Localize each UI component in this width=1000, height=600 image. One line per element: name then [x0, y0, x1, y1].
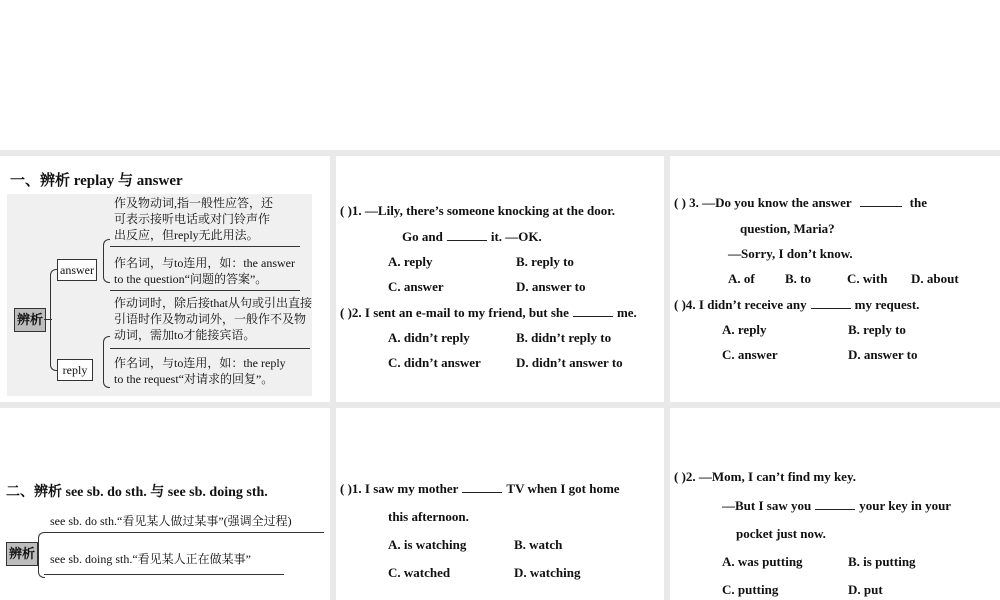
underline	[110, 348, 310, 349]
panel-see-question-1	[336, 408, 664, 600]
answer-blank[interactable]	[462, 480, 502, 493]
q2-option-a: A. didn’t reply	[388, 330, 470, 345]
bracket	[38, 532, 45, 578]
q2-text-end: your key in your	[859, 498, 952, 513]
q2-line1: ( )2. —Mom, I can’t find my key.	[674, 469, 856, 484]
q1-line1	[340, 480, 620, 498]
q2-option-b: B. is putting	[848, 554, 916, 569]
section-heading: 一、辨析 replay 与 answer	[10, 173, 183, 189]
q2-text: ( )2. I sent an e-mail to my friend, but she	[340, 305, 569, 320]
q2-option-c: C. didn’t answer	[388, 355, 481, 370]
reply-def-2a: 作名词，与to连用，如：the reply	[114, 356, 286, 370]
q1-text: Go and	[402, 229, 443, 244]
q3-option-a: A. of	[728, 271, 755, 286]
reply-bracket	[103, 336, 110, 388]
q4-option-a: A. reply	[722, 322, 767, 337]
q2-option-b: B. didn’t reply to	[516, 330, 612, 345]
q1-text-end: it. —OK.	[490, 229, 542, 244]
q1-option-b: B. watch	[514, 537, 563, 552]
answer-blank[interactable]	[573, 304, 613, 317]
q1-option-c: C. watched	[388, 565, 451, 580]
q2-line3: pocket just now.	[736, 526, 826, 541]
q1-line2	[402, 228, 542, 246]
q3-option-b: B. to	[785, 271, 811, 286]
answer-def-1c: 出反应，但reply无此用法。	[114, 228, 259, 242]
panel-see-sb	[0, 408, 330, 600]
q2-line1	[340, 304, 637, 322]
answer-node: answer	[57, 259, 97, 281]
q1-text-end: TV when I got home	[506, 481, 620, 496]
q3-text-end: the	[909, 195, 928, 210]
answer-blank[interactable]	[815, 497, 855, 510]
center-node: 辨析	[14, 308, 46, 332]
see-doing-definition: see sb. doing sth.“看见某人正在做某事”	[50, 552, 251, 566]
panel-reply-answer	[0, 156, 330, 402]
q4-line1	[674, 296, 919, 314]
answer-def-1b: 可表示接听电话或对门铃声作	[114, 212, 271, 226]
q2-option-d: D. put	[848, 582, 883, 597]
q3-line2: question, Maria?	[740, 221, 835, 236]
q1-text: ( )1. I saw my mother	[340, 481, 459, 496]
answer-blank[interactable]	[447, 228, 487, 241]
q4-option-d: D. answer to	[848, 347, 918, 362]
reply-def-1c: 动词，需加to才能接宾语。	[114, 328, 256, 342]
q2-text: —But I saw you	[722, 498, 812, 513]
q3-text: ( ) 3. —Do you know the answer	[674, 195, 852, 210]
q4-text: ( )4. I didn’t receive any	[674, 297, 807, 312]
panel-questions-1-2	[336, 156, 664, 402]
center-node: 辨析	[6, 542, 38, 566]
answer-blank[interactable]	[860, 194, 902, 207]
q3-line1	[674, 194, 927, 212]
q1-line2: this afternoon.	[388, 509, 469, 524]
answer-blank[interactable]	[811, 296, 851, 309]
q3-option-d: D. about	[911, 271, 959, 286]
answer-def-1a: 作及物动词,指一般性应答，还	[114, 196, 274, 210]
see-do-definition: see sb. do sth.“看见某人做过某事”(强调全过程)	[50, 514, 292, 528]
reply-node: reply	[57, 359, 93, 381]
q2-option-d: D. didn’t answer to	[516, 355, 623, 370]
q1-option-a: A. reply	[388, 254, 433, 269]
q4-option-b: B. reply to	[848, 322, 906, 337]
reply-def-1b: 引语时作及物动词外，一般作不及物	[114, 312, 307, 326]
q2-text-end: me.	[616, 305, 637, 320]
reply-def-2b: to the request“对请求的回复”。	[114, 372, 274, 386]
underline	[44, 574, 284, 575]
q1-option-d: D. watching	[514, 565, 581, 580]
bracket	[50, 269, 57, 371]
underline	[110, 246, 300, 247]
section-heading: 二、辨析 see sb. do sth. 与 see sb. doing sth.	[6, 485, 268, 500]
q4-option-c: C. answer	[722, 347, 778, 362]
underline	[110, 290, 300, 291]
q3-option-c: C. with	[847, 271, 888, 286]
answer-bracket	[103, 239, 110, 283]
top-blank-area	[0, 0, 1000, 150]
q2-option-c: C. putting	[722, 582, 779, 597]
reply-def-1a: 作动词时，除后接that从句或引出直接	[114, 296, 312, 310]
q2-line2	[722, 497, 951, 515]
q2-option-a: A. was putting	[722, 554, 803, 569]
q3-line3: —Sorry, I don’t know.	[728, 246, 853, 261]
answer-def-2b: to the question“问题的答案”。	[114, 272, 268, 286]
q1-line1: ( )1. —Lily, there’s someone knocking at the door.	[340, 203, 616, 218]
q1-option-b: B. reply to	[516, 254, 574, 269]
panel-see-question-2	[670, 408, 1000, 600]
q1-option-a: A. is watching	[388, 537, 467, 552]
q1-option-d: D. answer to	[516, 279, 586, 294]
answer-def-2a: 作名词，与to连用，如：the answer	[114, 256, 295, 270]
q1-option-c: C. answer	[388, 279, 444, 294]
underline	[44, 532, 324, 533]
panel-questions-3-4	[670, 156, 1000, 402]
q4-text-end: my request.	[854, 297, 920, 312]
